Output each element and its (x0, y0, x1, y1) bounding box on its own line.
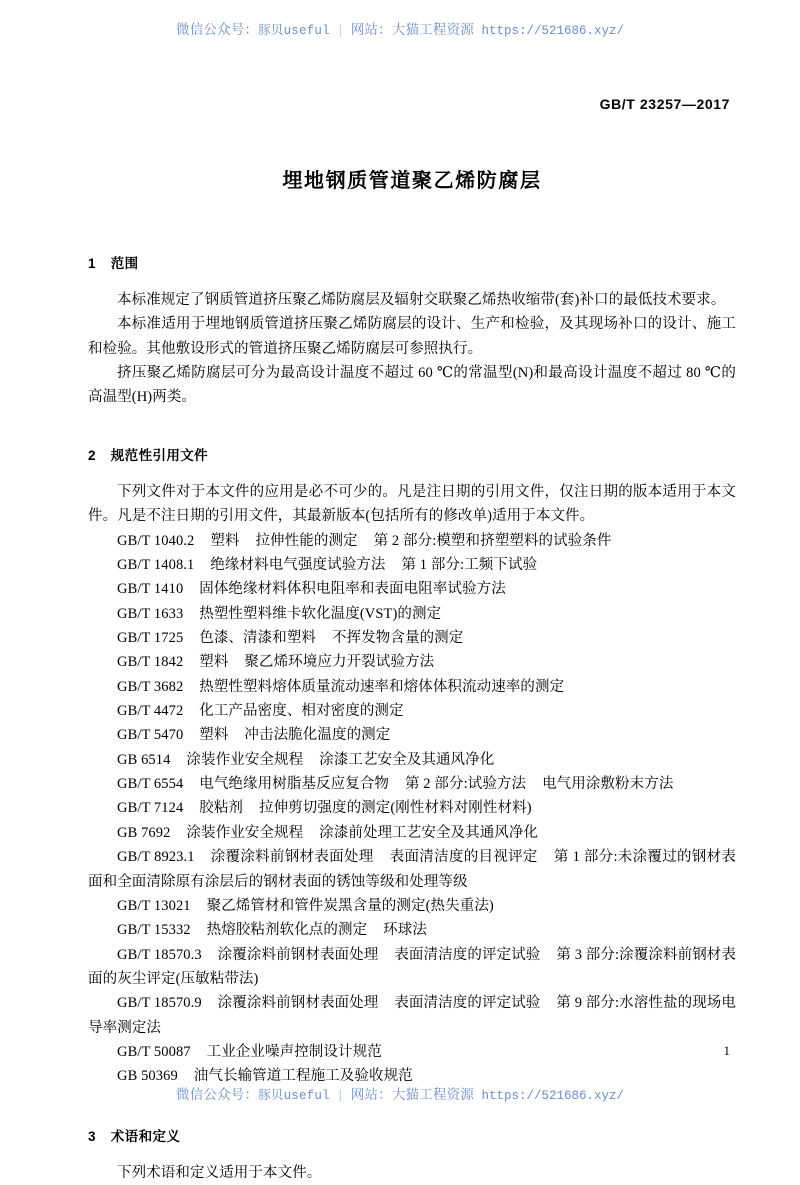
reference-code: GB/T 1040.2 (117, 532, 195, 549)
reference-item (88, 602, 736, 626)
reference-code: GB/T 1633 (117, 605, 184, 622)
section-1-number: 1 (88, 256, 96, 271)
reference-code: GB/T 1842 (117, 654, 184, 671)
reference-subtitle: 聚乙烯环境应力开裂试验方法 (244, 654, 435, 671)
section-1-title: 范围 (110, 256, 139, 271)
watermark-top (0, 18, 800, 38)
reference-code: GB/T 1408.1 (117, 556, 195, 573)
reference-title: 色漆、清漆和塑料 (199, 629, 317, 646)
reference-code: GB/T 18570.9 (117, 995, 202, 1012)
reference-subtitle: 表面清洁度的评定试验 (394, 946, 541, 963)
reference-code: GB/T 1725 (117, 629, 184, 646)
section-1-paragraph-1: 本标准规定了钢质管道挤压聚乙烯防腐层及辐射交联聚乙烯热收缩带(套)补口的最低技术要求。 (117, 292, 726, 308)
reference-item (88, 1040, 736, 1064)
reference-subtitle: 表面清洁度的目视评定 (389, 849, 538, 866)
reference-part: 第 3 部分:涂覆涂料前钢材表面的灰尘评定(压敏粘带法) (88, 946, 737, 987)
reference-item (88, 699, 736, 723)
section-3-title: 术语和定义 (110, 1128, 181, 1144)
reference-code: GB 50369 (117, 1068, 178, 1085)
page-title: 埋地钢质管道聚乙烯防腐层 (282, 170, 542, 192)
reference-title: 涂覆涂料前钢材表面处理 (210, 849, 374, 866)
reference-item (88, 991, 736, 1040)
reference-title: 塑料 (210, 532, 240, 549)
reference-code: GB/T 13021 (117, 897, 191, 914)
reference-code: GB/T 3682 (117, 678, 184, 695)
reference-title: 涂装作业安全规程 (186, 824, 304, 841)
watermark-site-label: 网站： (350, 1087, 392, 1102)
reference-item (88, 772, 736, 796)
reference-item (88, 723, 736, 747)
section-1-heading (88, 252, 736, 272)
reference-code: GB/T 15332 (117, 922, 191, 939)
reference-code: GB/T 5470 (117, 727, 184, 744)
reference-item (88, 918, 736, 942)
reference-part: 第 9 部分:水溶性盐的现场电导率测定法 (88, 995, 737, 1036)
reference-code: GB/T 4472 (117, 703, 184, 720)
watermark-account-label: 微信公众号： (176, 22, 259, 37)
watermark-site-name: 大猫工程资源 (391, 1087, 475, 1102)
reference-item (88, 650, 736, 674)
section-2-paragraph-1: 下列文件对于本文件的应用是必不可少的。凡是注日期的引用文件，仅注日期的版本适用于本文件。凡是不注日期的引用文件，其最新版本(包括所有的修改单)适用于本文件。 (88, 483, 736, 525)
watermark-site-label: 网站： (350, 22, 392, 37)
reference-code: GB/T 18570.3 (117, 946, 202, 963)
reference-item (88, 821, 736, 845)
reference-item (88, 553, 736, 577)
reference-part: 第 1 部分:未涂覆过的钢材表面和全面清除原有涂层后的钢材表面的锈蚀等级和处理等级 (88, 849, 737, 890)
reference-part: 第 2 部分:模塑和挤塑塑料的试验条件 (373, 532, 612, 549)
watermark-separator: | (338, 22, 342, 37)
reference-title: 热熔胶粘剂软化点的测定 (206, 922, 368, 939)
reference-title: 涂装作业安全规程 (186, 751, 304, 768)
reference-title: 工业企业噪声控制设计规范 (206, 1044, 382, 1061)
watermark-site-name: 大猫工程资源 (391, 22, 475, 37)
reference-title: 涂覆涂料前钢材表面处理 (217, 995, 379, 1012)
reference-title: 热塑性塑料熔体质量流动速率和熔体体积流动速率的测定 (199, 678, 565, 695)
reference-part: 第 1 部分:工频下试验 (401, 556, 538, 573)
reference-item (88, 577, 736, 601)
reference-subtitle: 不挥发物含量的测定 (331, 629, 464, 646)
watermark-account-label: 微信公众号： (176, 1087, 259, 1102)
reference-subtitle: 涂漆前处理工艺安全及其通风净化 (319, 824, 539, 841)
watermark-url[interactable]: https://521686.xyz/ (481, 24, 624, 38)
reference-code: GB/T 1410 (117, 581, 184, 598)
reference-subtitle: 涂漆工艺安全及其通风净化 (319, 751, 495, 768)
reference-title: 胶粘剂 (199, 800, 244, 817)
reference-title: 绝缘材料电气强度试验方法 (210, 556, 386, 573)
reference-part: 第 2 部分:试验方法 (404, 776, 527, 793)
section-2-heading (88, 444, 736, 464)
section-2-title: 规范性引用文件 (110, 447, 209, 463)
reference-title: 电气绝缘用树脂基反应复合物 (199, 776, 390, 793)
reference-subtitle: 环球法 (383, 922, 427, 939)
watermark-account-name: 豚贝useful (258, 1089, 330, 1103)
document-body (88, 150, 736, 1185)
reference-code: GB 7692 (117, 824, 171, 841)
reference-item (88, 943, 736, 992)
reference-item (88, 748, 736, 772)
reference-code: GB 6514 (117, 751, 171, 768)
reference-code: GB/T 6554 (117, 776, 184, 793)
reference-code: GB/T 50087 (117, 1044, 191, 1061)
reference-title: 聚乙烯管材和管件炭黑含量的测定(热失重法) (206, 897, 494, 914)
reference-item (88, 894, 736, 918)
watermark-bottom (0, 1083, 800, 1103)
reference-title: 固体绝缘材料体积电阻率和表面电阻率试验方法 (199, 581, 506, 598)
section-3-paragraph-1: 下列术语和定义适用于本文件。 (117, 1164, 322, 1181)
reference-subtitle: 拉伸性能的测定 (255, 532, 358, 549)
reference-title: 塑料 (199, 727, 229, 744)
section-3-number: 3 (88, 1128, 96, 1144)
reference-subtitle: 表面清洁度的评定试验 (394, 995, 541, 1012)
page-number: 1 (723, 1043, 730, 1058)
section-1-paragraph-3: 挤压聚乙烯防腐层可分为最高设计温度不超过 60 ℃的常温型(N)和最高设计温度不超过 80 ℃的高温型(H)两类。 (88, 365, 736, 406)
reference-part-extra: 电气用涂敷粉末方法 (542, 776, 674, 793)
reference-title: 塑料 (199, 654, 229, 671)
reference-title: 化工产品密度、相对密度的测定 (199, 703, 404, 720)
reference-code: GB/T 7124 (117, 800, 184, 817)
reference-item (88, 796, 736, 820)
reference-item (88, 675, 736, 699)
section-2-number: 2 (88, 447, 96, 463)
running-head-standard-number: GB/T 23257—2017 (599, 96, 730, 112)
reference-item (88, 845, 736, 894)
section-1-paragraph-2: 本标准适用于埋地钢质管道挤压聚乙烯防腐层的设计、生产和检验，及其现场补口的设计、施工和检验。其他敷设形式的管道挤压聚乙烯防腐层可参照执行。 (88, 316, 736, 357)
reference-item (88, 529, 736, 553)
reference-code: GB/T 8923.1 (117, 849, 195, 866)
section-3-heading (88, 1125, 736, 1145)
reference-title: 涂覆涂料前钢材表面处理 (217, 946, 379, 963)
reference-title: 油气长输管道工程施工及验收规范 (193, 1068, 413, 1085)
reference-title: 热塑性塑料维卡软化温度(VST)的测定 (199, 605, 442, 622)
normative-reference-list (88, 529, 736, 1089)
reference-item (88, 626, 736, 650)
watermark-account-name: 豚贝useful (258, 24, 330, 38)
reference-subtitle: 冲击法脆化温度的测定 (244, 727, 391, 744)
watermark-url[interactable]: https://521686.xyz/ (481, 1089, 624, 1103)
watermark-separator: | (338, 1087, 342, 1102)
reference-subtitle: 拉伸剪切强度的测定(刚性材料对刚性材料) (258, 800, 532, 817)
